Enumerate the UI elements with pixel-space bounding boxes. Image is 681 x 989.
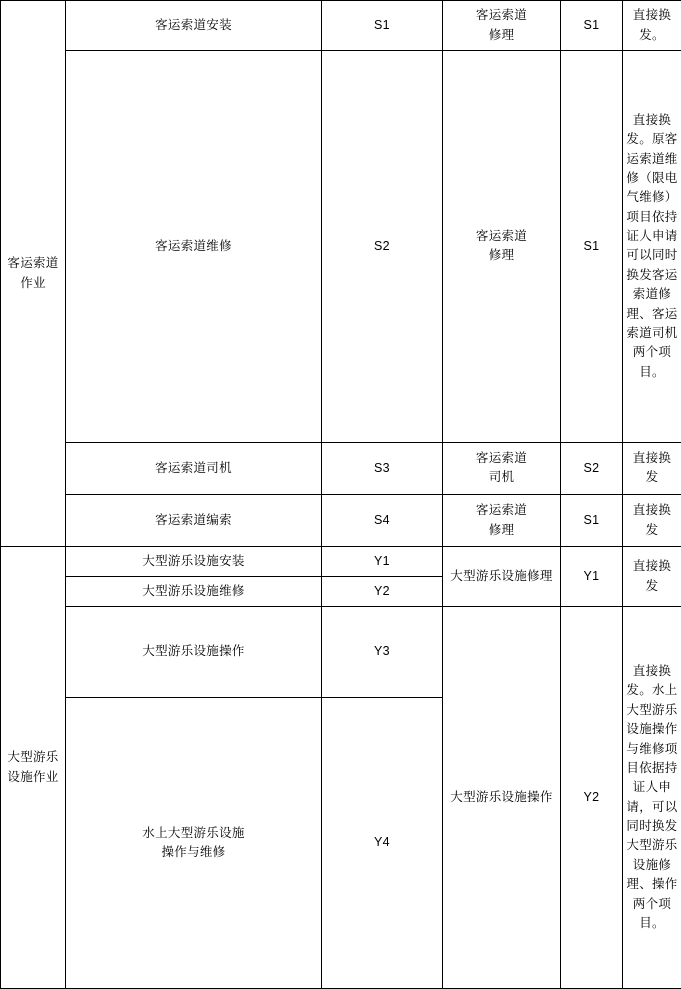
cell-item: 客运索道编索 <box>66 494 322 546</box>
cell-category: 客运索道 作业 <box>1 1 66 547</box>
cell-code: S1 <box>322 1 443 51</box>
cell-note: 直接换 发 <box>623 442 681 494</box>
cell-new-code: Y2 <box>561 607 623 989</box>
cell-new-code: S1 <box>561 51 623 443</box>
cell-note: 直接换发。原客运索道维修（限电气维修）项目依持证人申请可以同时换发客运索道修理、客运索道司机两个项目。 <box>623 51 681 443</box>
cell-code: Y2 <box>322 577 443 607</box>
cell-new-code: Y1 <box>561 547 623 607</box>
cell-note: 直接换 发。 <box>623 1 681 51</box>
cell-new-code: S2 <box>561 442 623 494</box>
cell-item: 客运索道安装 <box>66 1 322 51</box>
cell-item: 大型游乐设施安装 <box>66 547 322 577</box>
cell-note: 直接换发。水上大型游乐设施操作与维修项目依据持证人申请，可以同时换发大型游乐设施修理、操作两个项目。 <box>623 607 681 989</box>
cell-item: 大型游乐设施维修 <box>66 577 322 607</box>
cell-new-item: 客运索道 修理 <box>443 51 561 443</box>
cell-note: 直接换 发 <box>623 547 681 607</box>
cell-note: 直接换 发 <box>623 494 681 546</box>
table-row <box>1 1 681 51</box>
cell-code: Y4 <box>322 697 443 988</box>
cell-category: 大型游乐 设施作业 <box>1 547 66 989</box>
cell-item: 水上大型游乐设施 操作与维修 <box>66 697 322 988</box>
table-row <box>1 442 681 494</box>
table-row <box>1 547 681 577</box>
cell-new-item: 客运索道 修理 <box>443 494 561 546</box>
cell-item: 客运索道司机 <box>66 442 322 494</box>
cell-new-item: 客运索道 司机 <box>443 442 561 494</box>
cell-code: Y3 <box>322 607 443 697</box>
cell-code: Y1 <box>322 547 443 577</box>
cell-new-item: 客运索道 修理 <box>443 1 561 51</box>
table-body <box>1 1 681 989</box>
cell-code: S3 <box>322 442 443 494</box>
table-row <box>1 494 681 546</box>
cell-item: 客运索道维修 <box>66 51 322 443</box>
cell-code: S4 <box>322 494 443 546</box>
cell-new-item: 大型游乐设施操作 <box>443 607 561 989</box>
table-row <box>1 607 681 697</box>
cell-new-code: S1 <box>561 1 623 51</box>
table-row <box>1 51 681 443</box>
cell-code: S2 <box>322 51 443 443</box>
cell-new-item: 大型游乐设施修理 <box>443 547 561 607</box>
cell-item: 大型游乐设施操作 <box>66 607 322 697</box>
cell-new-code: S1 <box>561 494 623 546</box>
